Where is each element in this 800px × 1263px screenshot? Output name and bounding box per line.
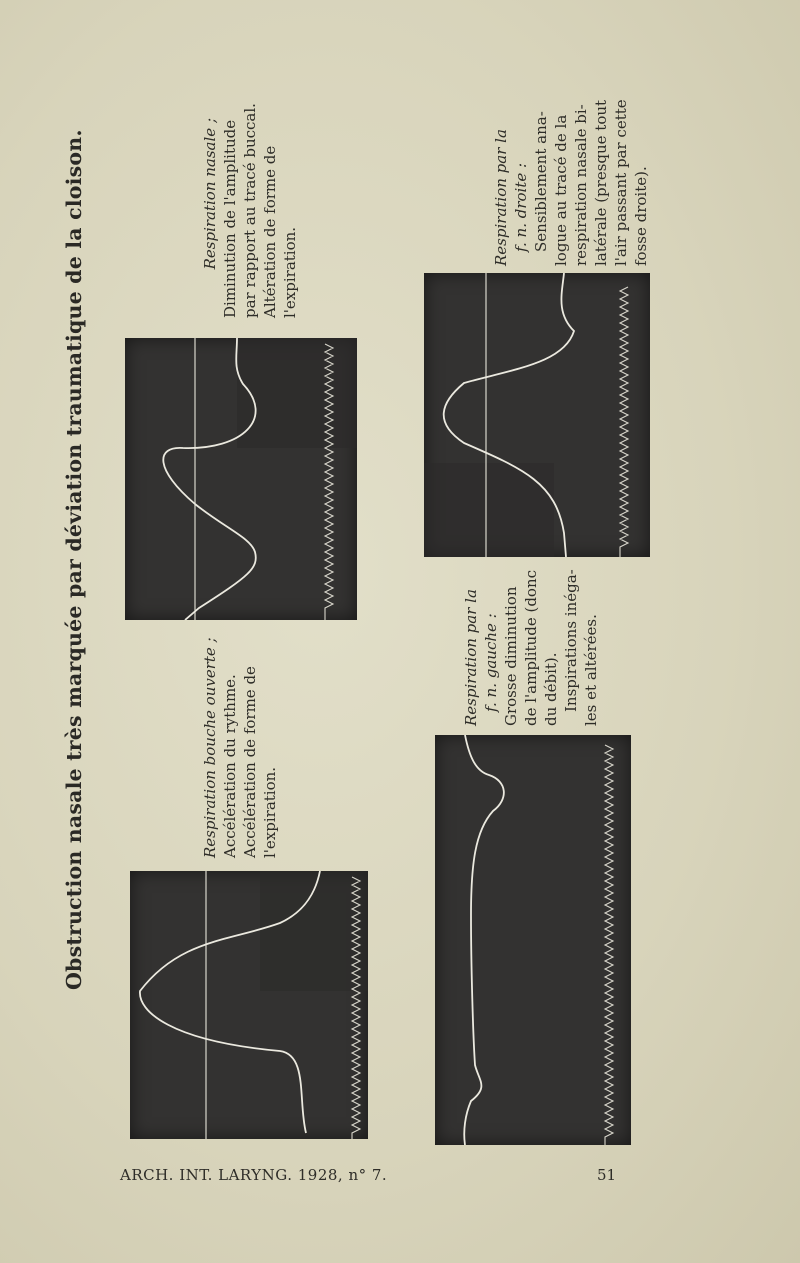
- caption-line: du débit).: [542, 652, 560, 726]
- caption-line: Grosse diminution: [502, 586, 520, 726]
- caption-line: les et altérées.: [582, 614, 600, 726]
- caption-nasal-heading: Respiration nasale ;: [201, 118, 219, 270]
- caption-line: Diminution de l'amplitude: [221, 119, 239, 318]
- trace-nasal-svg: [125, 338, 357, 620]
- caption-line: fosse droite).: [632, 166, 650, 266]
- journal-reference: ARCH. INT. LARYNG. 1928, n° 7.: [120, 1166, 388, 1184]
- caption-left-nostril-heading: Respiration par la: [462, 589, 480, 726]
- trace-plate-mouth: [130, 871, 368, 1139]
- page-number: 51: [597, 1166, 617, 1184]
- caption-line: l'expiration.: [281, 226, 299, 318]
- trace-left-nostril-svg: [435, 735, 631, 1145]
- caption-line: latérale (presque tout: [592, 99, 610, 266]
- trace-right-nostril-svg: [424, 273, 650, 557]
- caption-line: Altération de forme de: [261, 145, 279, 318]
- trace-plate-nasal: [125, 338, 357, 620]
- caption-line: f. n. gauche :: [482, 613, 500, 712]
- trace-mouth-svg: [130, 871, 368, 1139]
- caption-line: l'air passant par cette: [612, 99, 630, 266]
- caption-line: respiration nasale bi-: [572, 104, 590, 266]
- caption-right-nostril: [491, 99, 651, 266]
- caption-line: f. n. droite :: [512, 162, 530, 252]
- caption-nasal: [200, 103, 300, 318]
- caption-line: logue au tracé de la: [552, 114, 570, 266]
- caption-right-nostril-heading: Respiration par la: [492, 129, 510, 266]
- caption-line: Accélération de forme de: [241, 666, 259, 858]
- trace-plate-right-nostril: [424, 273, 650, 557]
- caption-mouth-heading: Respiration bouche ouverte ;: [201, 637, 219, 858]
- respiration-curve: [464, 735, 504, 1145]
- caption-line: l'expiration.: [261, 766, 279, 858]
- time-marker-trace: [605, 745, 613, 1145]
- caption-line: par rapport au tracé buccal.: [241, 103, 259, 318]
- caption-line: Accélération du rythme.: [221, 674, 239, 858]
- caption-mouth: [200, 637, 280, 858]
- time-marker-trace: [620, 287, 628, 557]
- caption-line: Sensiblement ana-: [532, 111, 550, 252]
- trace-plate-left-nostril: [435, 735, 631, 1145]
- page-title: Obstruction nasale très marquée par déviation traumatique de la cloison.: [62, 129, 86, 990]
- caption-line: Inspirations inéga-: [562, 569, 580, 712]
- caption-left-nostril: [461, 569, 601, 726]
- caption-line: de l'amplitude (donc: [522, 569, 540, 726]
